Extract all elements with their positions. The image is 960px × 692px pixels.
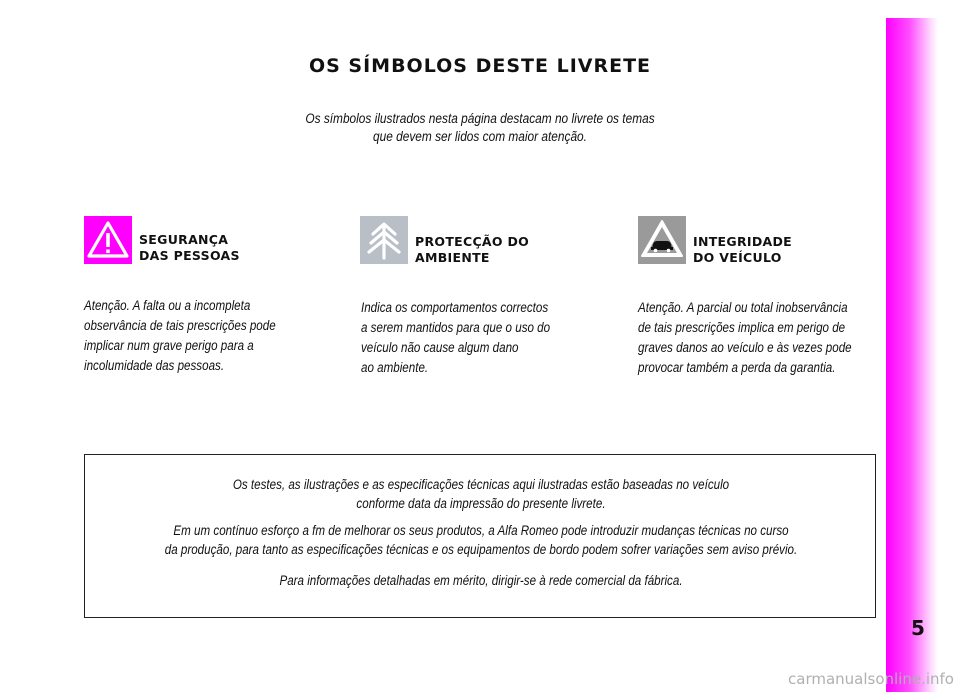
page-number: 5 <box>911 616 925 640</box>
page-title: OS SÍMBOLOS DESTE LIVRETE <box>308 55 652 77</box>
watermark: carmanualsonline.info <box>788 670 954 688</box>
section-text-vehicle: Atenção. A parcial ou total inobservância de tais prescrições implica em perigo de graves danos ao veículo e às vezes pode provocar também a perda da garantia. <box>638 300 852 375</box>
section-heading-vehicle: INTEGRIDADE DO VEÍCULO <box>693 234 792 265</box>
section-heading-safety: SEGURANÇA DAS PESSOAS <box>139 232 240 263</box>
chapter-side-tab <box>886 18 938 692</box>
car-warning-icon <box>638 216 686 264</box>
section-text-environment: Indica os comportamentos correctos a serem mantidos para que o uso do veículo não cause algum dano ao ambiente. <box>361 300 551 375</box>
intro-text <box>269 110 691 146</box>
notice-paragraph: Para informações detalhadas em mérito, dirigir-se à rede comercial da fábrica. <box>279 573 683 588</box>
intro-line: que devem ser lidos com maior atenção. <box>373 129 587 144</box>
notice-paragraph: Os testes, as ilustrações e as especificações técnicas aqui ilustradas estão baseadas no veículo conforme data da impressão do presente livrete. <box>232 477 730 511</box>
notice-paragraph: Em um contínuo esforço a fm de melhorar os seus produtos, a Alfa Romeo pode introduzir mudanças técnicas no curso da produção, para tanto as especificações técnicas e os equipamentos de bordo podem sofrer variações sem aviso prévio. <box>164 523 798 557</box>
intro-line: Os símbolos ilustrados nesta página destacam no livrete os temas <box>305 111 655 126</box>
section-text-safety: Atenção. A falta ou a incompleta observância de tais prescrições pode implicar num grave perigo para a incolumidade das pessoas. <box>84 298 276 373</box>
warning-triangle-icon <box>84 216 132 264</box>
section-heading-environment: PROTECÇÃO DO AMBIENTE <box>415 234 530 265</box>
notice-box <box>84 454 876 618</box>
tree-icon <box>360 216 408 264</box>
